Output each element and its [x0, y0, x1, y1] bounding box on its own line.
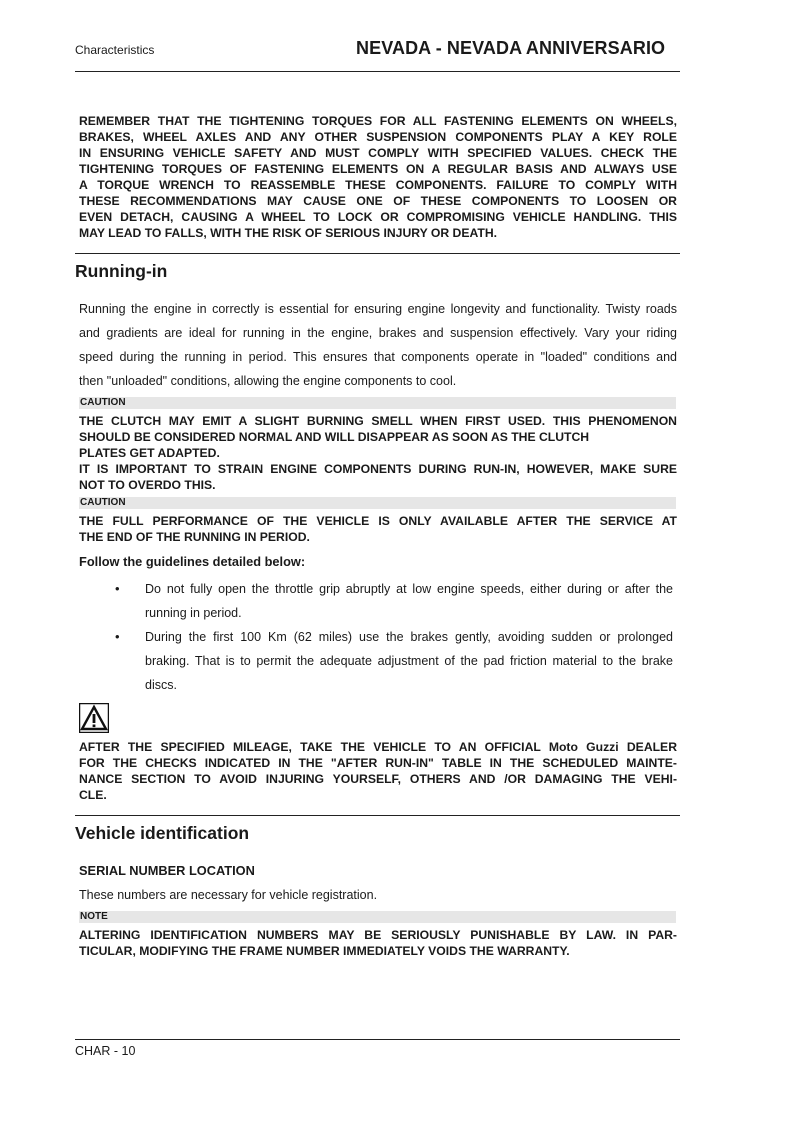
running-in-heading: Running-in	[75, 261, 168, 281]
list-item-line: braking. That is to permit the adequate adjustment of the pad friction material to the brake	[145, 654, 673, 668]
page-number: CHAR - 10	[75, 1044, 136, 1058]
caution-line: THE CLUTCH MAY EMIT A SLIGHT BURNING SMELL WHEN FIRST USED. THIS PHENOMENON	[79, 414, 677, 428]
warning-triangle-icon	[79, 703, 109, 733]
section-label: Characteristics	[75, 43, 155, 57]
list-item	[145, 625, 673, 697]
caution-label: CAUTION	[79, 497, 676, 509]
document-title: NEVADA - NEVADA ANNIVERSARIO	[356, 38, 666, 58]
dealer-warning	[79, 739, 677, 803]
bullet-marker: •	[115, 629, 120, 644]
intro-line: speed during the running in period. This ensures that components operate in "loaded" conditions and	[79, 350, 677, 364]
intro-line: then "unloaded" conditions, allowing the engine components to cool.	[79, 374, 457, 388]
torque-warning-line: A TORQUE WRENCH TO REASSEMBLE THESE COMPONENTS. FAILURE TO COMPLY WITH	[79, 178, 677, 192]
torque-warning-line: MAY LEAD TO FALLS, WITH THE RISK OF SERIOUS INJURY OR DEATH.	[79, 226, 498, 240]
bullet-marker: •	[115, 581, 120, 596]
intro-line: Running the engine in correctly is essential for ensuring engine longevity and functionality. Twisty roads	[79, 302, 677, 316]
caution-line: THE FULL PERFORMANCE OF THE VEHICLE IS ONLY AVAILABLE AFTER THE SERVICE AT	[79, 514, 677, 528]
list-item-line: Do not fully open the throttle grip abruptly at low engine speeds, either during or after the	[145, 582, 673, 596]
vehicle-id-text	[79, 883, 677, 907]
running-in-intro	[79, 297, 677, 393]
header-divider	[75, 71, 680, 72]
list-item-line: During the first 100 Km (62 miles) use the brakes gently, avoiding sudden or prolonged	[145, 630, 673, 644]
torque-warning-line: IN ENSURING VEHICLE SAFETY AND MUST COMPLY WITH SPECIFIED VALUES. CHECK THE	[79, 146, 677, 160]
list-item-line: discs.	[145, 678, 177, 692]
caution-line: PLATES GET ADAPTED.	[79, 446, 220, 460]
dealer-warning-line: AFTER THE SPECIFIED MILEAGE, TAKE THE VEHICLE TO AN OFFICIAL Moto Guzzi DEALER	[79, 740, 677, 754]
vehicle-identification-heading: Vehicle identification	[75, 823, 250, 843]
vehicle-id-line: These numbers are necessary for vehicle registration.	[79, 888, 378, 902]
caution-line: SHOULD BE CONSIDERED NORMAL AND WILL DISAPPEAR AS SOON AS THE CLUTCH	[79, 430, 590, 444]
section-divider	[75, 253, 680, 254]
caution-line: NOT TO OVERDO THIS.	[79, 478, 216, 492]
dealer-warning-line: CLE.	[79, 788, 107, 802]
id-note	[79, 927, 677, 959]
caution-label: CAUTION	[79, 397, 676, 409]
note-line: ALTERING IDENTIFICATION NUMBERS MAY BE SERIOUSLY PUNISHABLE BY LAW. IN PAR-	[79, 928, 677, 942]
note-line: TICULAR, MODIFYING THE FRAME NUMBER IMMEDIATELY VOIDS THE WARRANTY.	[79, 944, 570, 958]
torque-warning-line: EVEN DETACH, CAUSING A WHEEL TO LOCK OR COMPROMISING VEHICLE HANDLING. THIS	[79, 210, 677, 224]
guidelines-label: Follow the guidelines detailed below:	[79, 554, 306, 569]
list-item	[145, 577, 673, 625]
intro-line: and gradients are ideal for running in the engine, brakes and suspension effectively. Vary your riding	[79, 326, 677, 340]
caution-line: IT IS IMPORTANT TO STRAIN ENGINE COMPONENTS DURING RUN-IN, HOWEVER, MAKE SURE	[79, 462, 677, 476]
list-item-line: running in period.	[145, 606, 242, 620]
torque-warning-line: REMEMBER THAT THE TIGHTENING TORQUES FOR ALL FASTENING ELEMENTS ON WHEELS,	[79, 114, 677, 128]
torque-warning-line: THESE RECOMMENDATIONS MAY CAUSE ONE OF THESE COMPONENTS TO LOOSEN OR	[79, 194, 677, 208]
dealer-warning-line: FOR THE CHECKS INDICATED IN THE "AFTER RUN-IN" TABLE IN THE SCHEDULED MAINTE-	[79, 756, 677, 770]
dealer-warning-line: NANCE SECTION TO AVOID INJURING YOURSELF, OTHERS AND /OR DAMAGING THE VEHI-	[79, 772, 677, 786]
note-label: NOTE	[79, 911, 676, 923]
clutch-caution	[79, 413, 677, 493]
footer-divider	[75, 1039, 680, 1040]
section-divider	[75, 815, 680, 816]
torque-warning-line: TIGHTENING TORQUES OF FASTENING ELEMENTS ON A REGULAR BASIS AND ALWAYS USE	[79, 162, 677, 176]
torque-warning	[79, 113, 677, 241]
performance-caution	[79, 513, 677, 545]
serial-number-subheading: SERIAL NUMBER LOCATION	[79, 863, 255, 878]
caution-line: THE END OF THE RUNNING IN PERIOD.	[79, 530, 310, 544]
torque-warning-line: BRAKES, WHEEL AXLES AND ANY OTHER SUSPENSION COMPONENTS PLAY A KEY ROLE	[79, 130, 677, 144]
